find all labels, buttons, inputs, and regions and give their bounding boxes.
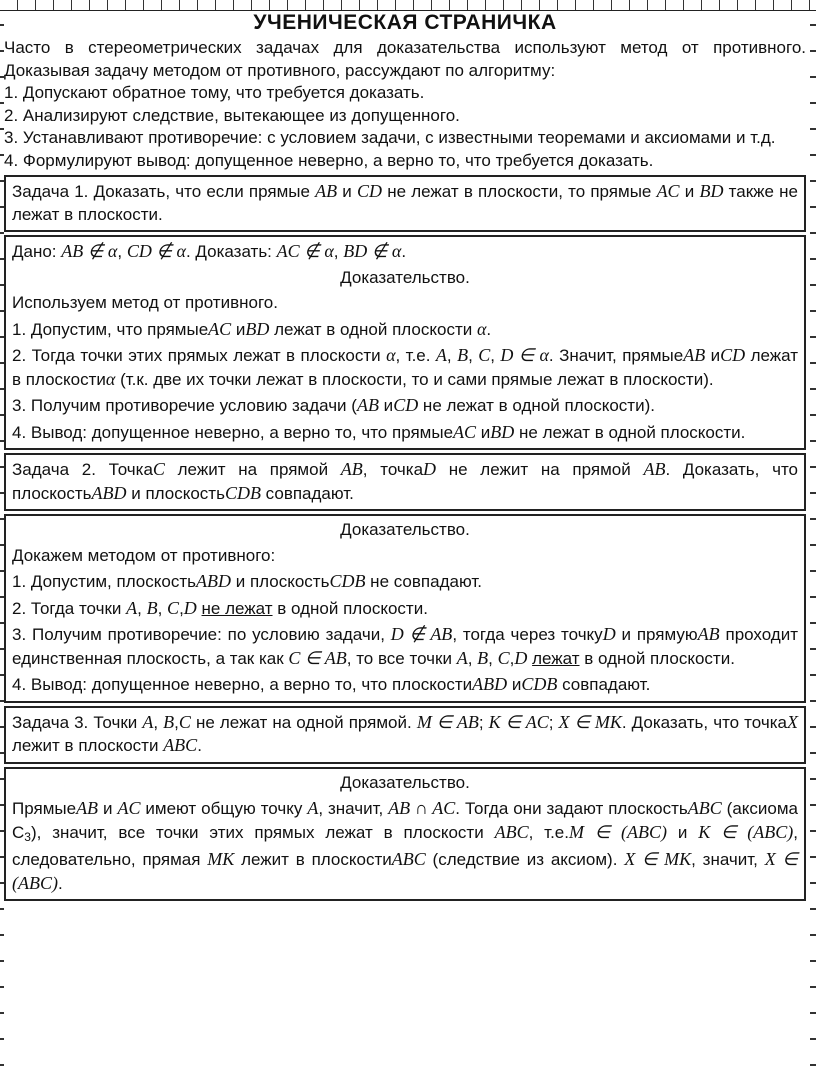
task2-proof-title: Доказательство. — [340, 520, 470, 539]
page-title: УЧЕНИЧЕСКАЯ СТРАНИЧКА — [253, 11, 557, 34]
task1-method: Используем метод от противного. — [12, 293, 278, 312]
task1-proof-box — [4, 235, 806, 450]
task3-proof: ПрямыеAB и AC имеют общую точку A, значит, AB ∩ AC. Тогда они задают плоскостьABC (аксиома $С_3$), значит, все точки этих прямых лежат в плоскости ABC, т.е.M ∈ (ABC) и K ∈ (ABC), следовательно, прямая MK лежит в плоскостиABC (следствие из аксиом). X ∈ MK, значит, X ∈ (ABC). — [12, 798, 799, 893]
task3-statement: Задача 3. Точки A, B,C не лежат на одной прямой. M ∈ AB; K ∈ AC; X ∈ MK. Доказать, что точкаX лежит в плоскости ABC. — [12, 711, 798, 755]
task1-step-3: 3. Получим противоречие условию задачи (AB иCD не лежат в одной плоскости). — [12, 395, 655, 415]
intro-step-4: 4. Формулируют вывод: допущенное неверно, а верно то, что требуется доказать. — [4, 150, 654, 170]
task2-statement: Задача 2. ТочкаC лежит на прямой AB, точкаD не лежит на прямой AB. Доказать, что плоскостьABD и плоскостьCDB совпадают. — [12, 459, 798, 503]
task2-step-1: 1. Допустим, плоскостьABD и плоскостьCDB не совпадают. — [12, 571, 482, 591]
intro-step-3: 3. Устанавливают противоречие: с условием задачи, с известными теоремами и аксиомами и т.д. — [4, 128, 776, 147]
task1-statement: Задача 1. Доказать, что если прямые AB и CD не лежат в плоскости, то прямые AC и BD также не лежат в плоскости. — [12, 181, 798, 224]
task1-given: Дано: AB ∉ α, CD ∉ α. Доказать: AC ∉ α, BD ∉ α. — [12, 241, 407, 261]
task1-step-1: 1. Допустим, что прямыеAC иBD лежат в одной плоскости α. — [12, 318, 492, 339]
task3-proof-box — [4, 767, 806, 902]
task1-proof-title: Доказательство. — [340, 267, 470, 287]
task1-step-4: 4. Вывод: допущенное неверно, а верно то, что прямыеAC иBD не лежат в одной плоскости. — [12, 421, 746, 442]
intro-step-1: 1. Допускают обратное тому, что требуется доказать. — [4, 83, 425, 102]
task2-statement-box — [4, 453, 806, 511]
intro-step-2: 2. Анализируют следствие, вытекающее из допущенного. — [4, 105, 460, 125]
intro-section — [4, 37, 806, 172]
task3-proof-title: Доказательство. — [340, 772, 470, 792]
task2-step-2: 2. Тогда точки A, B, C,D не лежат в одной плоскости. — [12, 597, 428, 618]
right-margin-ticks — [810, 0, 816, 1071]
task2-method: Докажем методом от противного: — [12, 545, 276, 565]
task1-step-2: 2. Тогда точки этих прямых лежат в плоскости α, т.е. A, B, C, D ∈ α. Значит, прямыеAB иCD лежат в плоскостиα (т.к. две их точки лежат в плоскости, то и сами прямые лежат в плоскости). — [12, 345, 799, 389]
task3-statement-box — [4, 706, 806, 764]
task2-step-3: 3. Получим противоречие: по условию задачи, D ∉ AB, тогда через точкуD и прямуюAB проходит единственная плоскость, а так как C ∈ AB, то все точки A, B, C,D лежат в одной плоскости. — [12, 624, 799, 668]
page — [4, 10, 806, 901]
task1-statement-box — [4, 175, 806, 232]
task2-proof-box — [4, 514, 806, 703]
task2-step-4: 4. Вывод: допущенное неверно, а верно то, что плоскостиABD иCDB совпадают. — [12, 674, 651, 694]
intro-paragraph: Часто в стереометрических задачах для доказательства используют метод от противного. Доказывая задачу методом от противного, рассуждают по алгоритму: — [4, 38, 806, 80]
